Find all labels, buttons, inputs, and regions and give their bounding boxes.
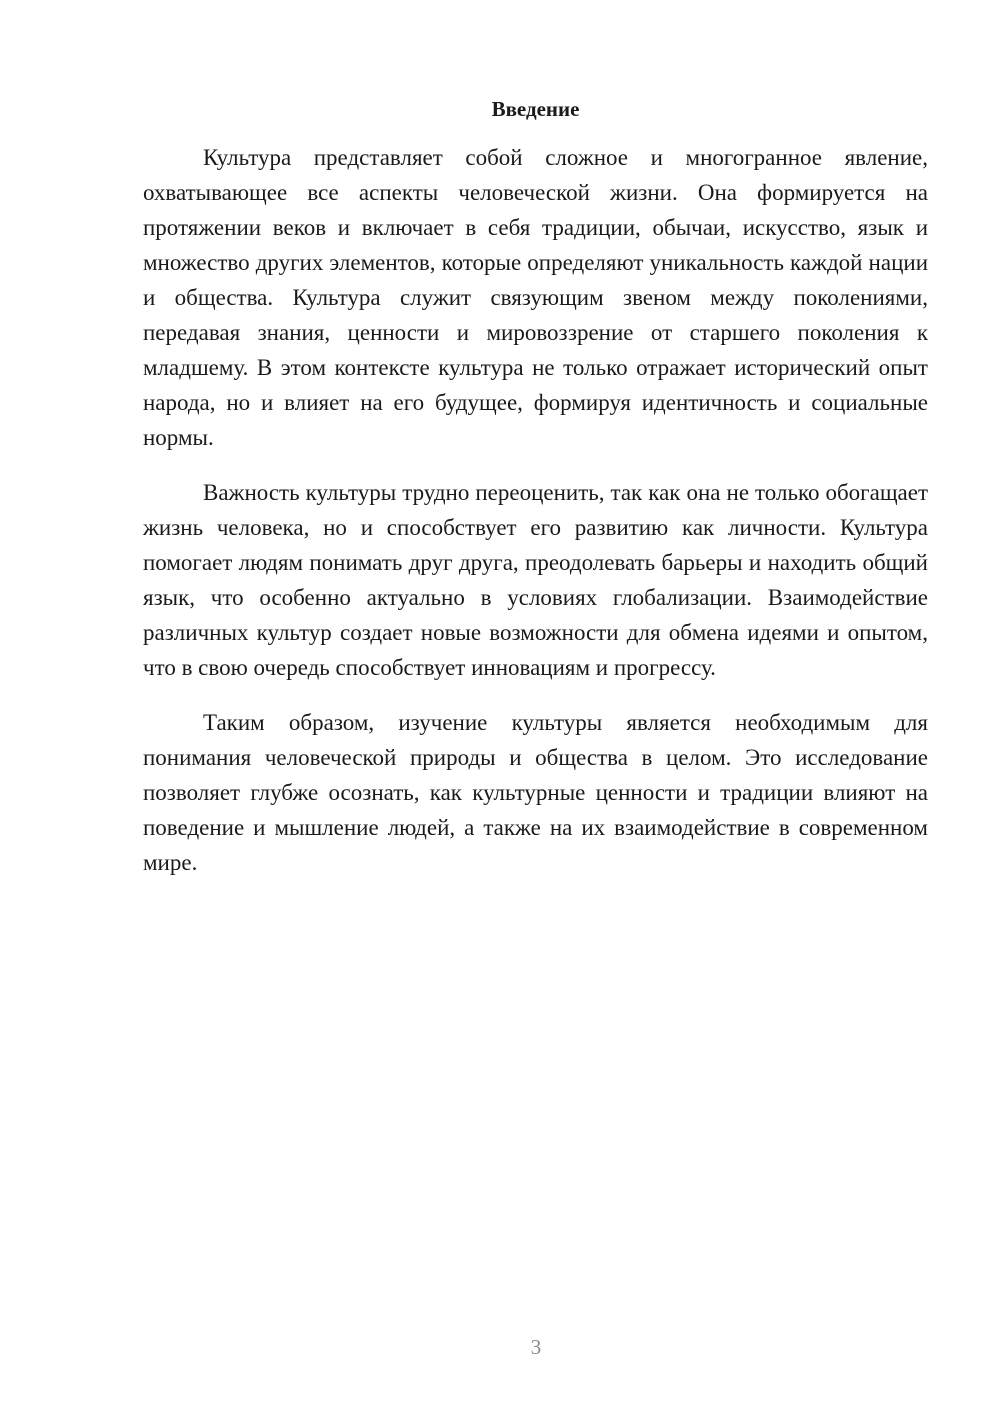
paragraph-1: Культура представляет собой сложное и многогранное явление, охватывающее все аспекты человеческой жизни. Она формируется на протяжении веков и включает в себя традиции, обычаи, искусство, язык и множество других элементов, которые определяют уникальность каждой нации и общества. Культура служит связующим звеном между поколениями, передавая знания, ценности и мировоззрение от старшего поколения к младшему. В этом контексте культура не только отражает исторический опыт народа, но и влияет на его будущее, формируя идентичность и социальные нормы.	[143, 145, 928, 450]
page-number: 3	[530, 1335, 542, 1359]
paragraph-2: Важность культуры трудно переоценить, так как она не только обогащает жизнь человека, но и способствует его развитию как личности. Культура помогает людям понимать друг друга, преодолевать барьеры и находить общий язык, что особенно актуально в условиях глобализации. Взаимодействие различных культур создает новые возможности для обмена идеями и опытом, что в свою очередь способствует инновациям и прогрессу.	[143, 480, 928, 680]
section-heading: Введение	[491, 97, 580, 121]
paragraph-3: Таким образом, изучение культуры является необходимым для понимания человеческой природы и общества в целом. Это исследование позволяет глубже осознать, как культурные ценности и традиции влияют на поведение и мышление людей, а также на их взаимодействие в современном мире.	[143, 710, 928, 875]
page-content	[143, 92, 928, 900]
